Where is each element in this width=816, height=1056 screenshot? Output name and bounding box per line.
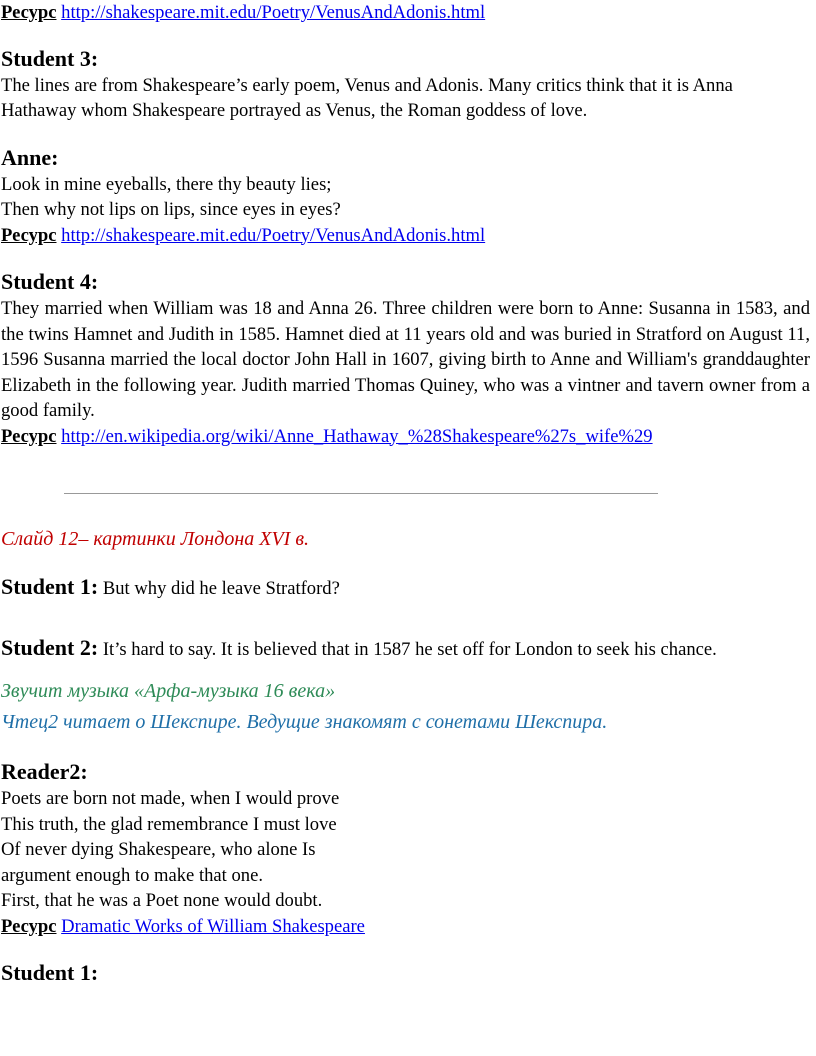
resource-line-reader-2	[1, 914, 810, 940]
resource-label: Ресурс	[1, 915, 57, 937]
speaker-reader-2: Reader2:	[1, 759, 88, 784]
verse-line: Look in mine eyeballs, there thy beauty lies;	[1, 173, 332, 195]
slide-note: Слайд 12– картинки Лондона XVI в.	[1, 528, 310, 550]
verse-line: Of never dying Shakespeare, who alone Is	[1, 839, 316, 860]
reader-2-verse	[1, 786, 810, 914]
resource-line-student-4	[1, 424, 810, 450]
speaker-student-2: Student 2:	[1, 635, 99, 660]
speaker-student-3: Student 3:	[1, 45, 99, 71]
music-note: Звучит музыка «Арфа-музыка 16 века»	[1, 680, 336, 702]
dialogue-line-student-2	[1, 634, 810, 664]
resource-label: Ресурс	[1, 425, 57, 447]
resource-line-anne	[1, 223, 810, 249]
speaker-student-1: Student 1:	[1, 574, 99, 599]
verse-line: Then why not lips on lips, since eyes in eyes?	[1, 199, 341, 220]
verse-line: Poets are born not made, when I would prove	[1, 788, 340, 809]
dialogue-line-student-1	[1, 573, 810, 603]
resource-link-wikipedia[interactable]: http://en.wikipedia.org/wiki/Anne_Hathaway_%28Shakespeare%27s_wife%29	[61, 425, 653, 447]
student-3-text: The lines are from Shakespeare’s early poem, Venus and Adonis. Many critics think that it is Anna Hathaway whom Shakespeare portrayed as Venus, the Roman goddess of love.	[1, 74, 733, 121]
student-2-text: It’s hard to say. It is believed that in 1587 he set off for London to seek his chance.	[102, 639, 717, 660]
verse-line: First, that he was a Poet none would doubt.	[1, 890, 323, 911]
speaker-student-4: Student 4:	[1, 269, 99, 294]
resource-label: Ресурс	[1, 224, 57, 246]
verse-line: argument enough to make that one.	[1, 864, 263, 886]
reader-note: Чтец2 читает о Шекспире. Ведущие знакомят с сонетами Шекспира.	[1, 711, 608, 733]
student-1-text: But why did he leave Stratford?	[102, 578, 340, 599]
anne-verse	[1, 172, 810, 223]
resource-link-venus-top[interactable]: http://shakespeare.mit.edu/Poetry/VenusAndAdonis.html	[61, 2, 486, 23]
speaker-student-1-bottom: Student 1:	[1, 960, 99, 985]
resource-link-venus[interactable]: http://shakespeare.mit.edu/Poetry/VenusAndAdonis.html	[61, 224, 486, 246]
student-4-text: They married when William was 18 and Anna 26. Three children were born to Anne: Susanna in 1583, and the twins Hamnet and Judith in 1585. Hamnet died at 11 years old and was buried in Stratford on August 11, 1596 Susanna married the local doctor John Hall in 1607, giving birth to Anne and William's granddaughter Elizabeth in the following year. Judith married Thomas Quiney, who was a vintner and tavern owner from a good family.	[1, 298, 810, 421]
speaker-anne: Anne:	[1, 144, 59, 170]
resource-label: Ресурс	[1, 2, 57, 23]
resource-link-dramatic-works[interactable]: Dramatic Works of William Shakespeare	[61, 915, 365, 937]
verse-line: This truth, the glad remembrance I must love	[1, 813, 337, 835]
resource-line-top	[1, 0, 810, 26]
